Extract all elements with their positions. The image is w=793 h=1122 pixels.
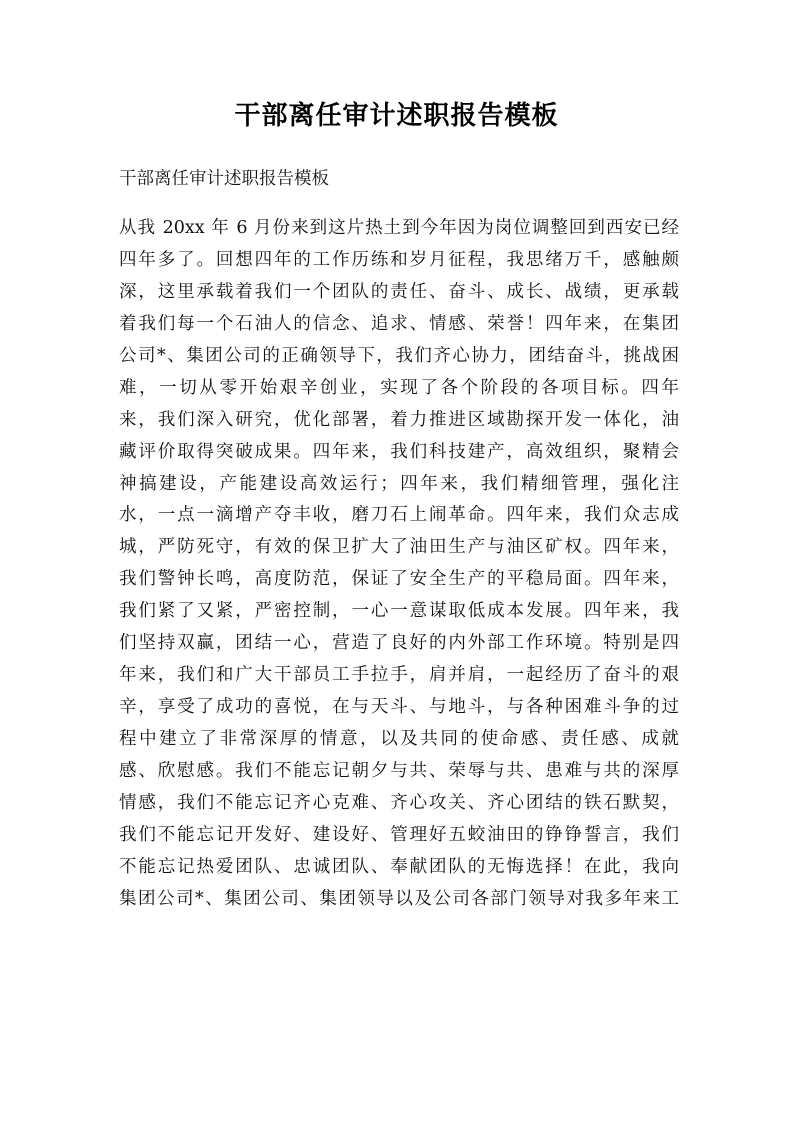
body-line: 们坚持双赢，团结一心，营造了良好的内外部工作环境。特别是四 [119,633,679,654]
body-line: 藏评价取得突破成果。四年来，我们科技建产，高效组织，聚精会 [119,441,679,462]
document-title: 干部离任审计述职报告模板 [234,101,559,131]
body-line: 辛，享受了成功的喜悦，在与天斗、与地斗，与各种困难斗争的过 [119,697,679,718]
body-line: 从我 20xx 年 6 月份来到这片热土到今年因为岗位调整回到西安已经 [119,218,679,238]
body-line: 四年多了。回想四年的工作历练和岁月征程，我思绪万千，感触颇 [119,249,679,270]
body-line: 我们不能忘记开发好、建设好、管理好五蛟油田的铮铮誓言，我们 [119,824,679,845]
body-line: 年来，我们和广大干部员工手拉手，肩并肩，一起经历了奋斗的艰 [119,665,679,686]
body-line: 难，一切从零开始艰辛创业，实现了各个阶段的各项目标。四年 [119,377,679,398]
body-line: 水，一点一滴增产夺丰收，磨刀石上闹革命。四年来，我们众志成 [119,505,679,526]
body-line: 城，严防死守，有效的保卫扩大了油田生产与油区矿权。四年来， [119,537,679,558]
body-line: 不能忘记热爱团队、忠诚团队、奉献团队的无悔选择！在此，我向 [119,856,679,877]
document-subtitle: 干部离任审计述职报告模板 [119,169,329,189]
body-line: 神搞建设，产能建设高效运行；四年来，我们精细管理，强化注 [119,473,679,494]
body-line: 公司*、集团公司的正确领导下，我们齐心协力，团结奋斗，挑战困 [119,345,679,366]
body-line: 深，这里承载着我们一个团队的责任、奋斗、成长、战绩，更承载 [119,281,679,302]
body-line: 着我们每一个石油人的信念、追求、情感、荣誉！四年来，在集团 [119,313,679,334]
document-body [119,213,679,916]
body-line: 情感，我们不能忘记齐心克难、齐心攻关、齐心团结的铁石默契， [119,792,679,813]
body-line: 感、欣慰感。我们不能忘记朝夕与共、荣辱与共、患难与共的深厚 [119,760,679,781]
body-line: 集团公司*、集团公司、集团领导以及公司各部门领导对我多年来工 [119,888,679,909]
body-line: 来，我们深入研究，优化部署，着力推进区域勘探开发一体化，油 [119,409,679,430]
body-line: 我们警钟长鸣，高度防范，保证了安全生产的平稳局面。四年来， [119,569,679,590]
body-line: 程中建立了非常深厚的情意，以及共同的使命感、责任感、成就 [119,729,679,749]
body-line: 我们紧了又紧，严密控制，一心一意谋取低成本发展。四年来，我 [119,601,679,622]
